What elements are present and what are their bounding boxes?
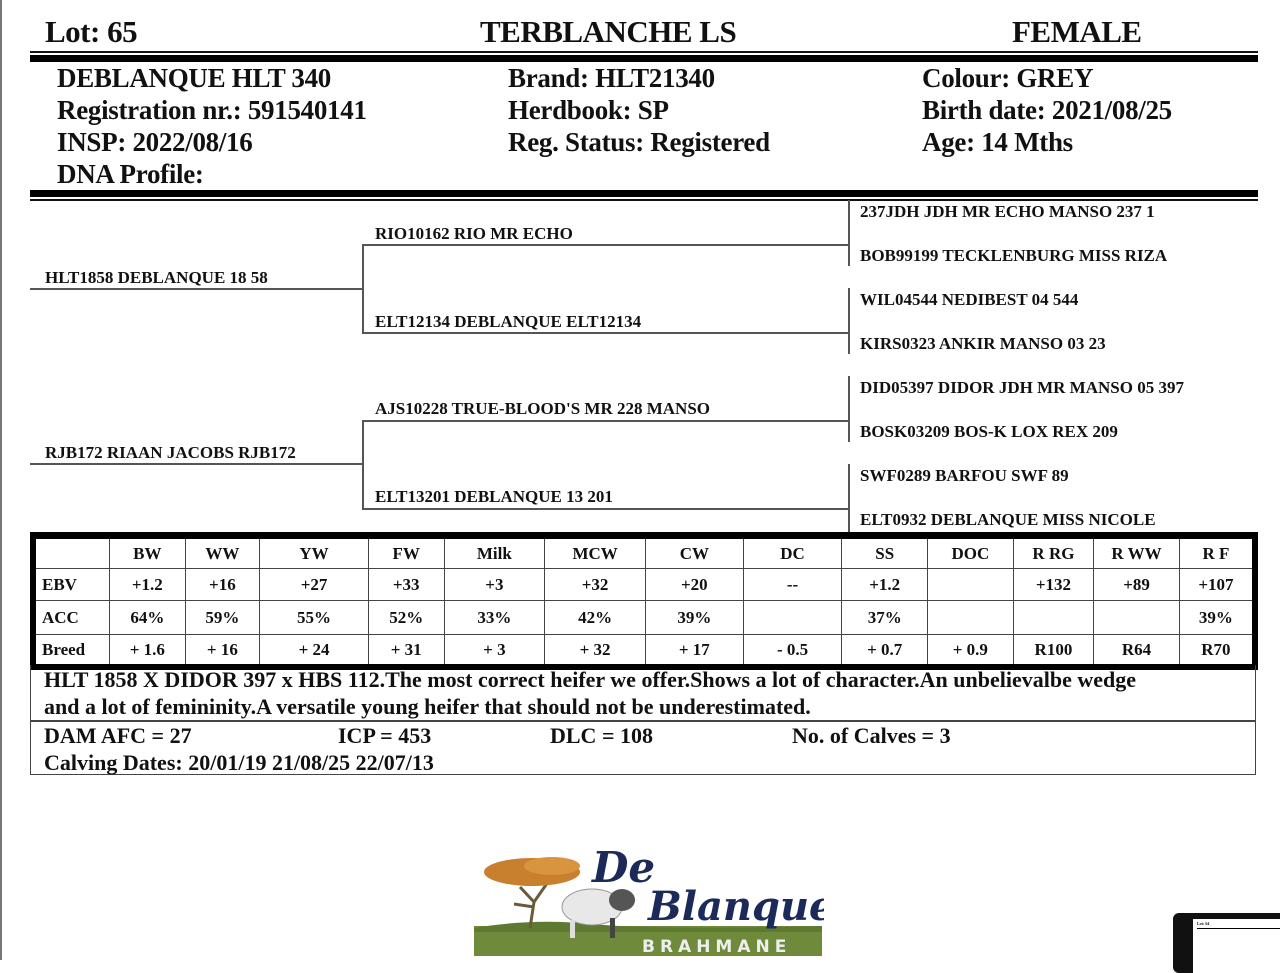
table-cell [743,601,842,635]
table-row-breed [33,635,1255,668]
birth-date: Birth date: 2021/08/25 [922,95,1172,125]
table-cell: + 24 [260,635,369,668]
pedigree-line [848,200,850,266]
comment-line: and a lot of femininity.A versatile young heifer that should not be underestimated. [44,694,811,719]
animal-left [57,62,367,190]
table-cell: 39% [1179,601,1255,635]
table-cell: +89 [1094,569,1180,601]
divider [30,199,1258,201]
divider [30,51,1258,53]
brand: Brand: HLT21340 [508,63,715,93]
pedigree-line [30,288,362,290]
sire-sire: RIO10162 RIO MR ECHO [375,224,573,243]
age: Age: 14 Mths [922,127,1073,157]
animal-mid [508,62,770,158]
pedigree-line [848,376,850,442]
header-cell [33,536,110,569]
logo-text-blanque: Blanque [648,883,824,930]
header-cell: BW [110,536,186,569]
deblanque-logo [472,832,824,958]
table-cell: + 0.7 [842,635,928,668]
table-cell [928,569,1014,601]
row-label: Breed [33,635,110,668]
sex: FEMALE [1012,14,1142,49]
table-cell: + 17 [645,635,743,668]
header-cell: DOC [928,536,1014,569]
table-cell: + 1.6 [110,635,186,668]
table-row-acc [33,601,1255,635]
table-cell [1094,601,1180,635]
table-cell: +32 [545,569,646,601]
animal-right [922,62,1172,158]
table-cell: +1.2 [842,569,928,601]
table-cell: 59% [185,601,260,635]
ancestor: 237JDH JDH MR ECHO MANSO 237 1 [860,202,1155,221]
header-cell: R F [1179,536,1255,569]
header-cell: CW [645,536,743,569]
dna-profile: DNA Profile: [57,159,204,189]
table-cell: +3 [444,569,545,601]
ancestor: BOB99199 TECKLENBURG MISS RIZA [860,246,1168,265]
table-cell: + 16 [185,635,260,668]
herdbook: Herdbook: SP [508,95,669,125]
table-cell: +20 [645,569,743,601]
colour: Colour: GREY [922,63,1094,93]
pedigree-line [848,464,850,532]
pedigree-line [362,332,848,334]
header-cell: SS [842,536,928,569]
table-cell: 33% [444,601,545,635]
divider [30,55,1258,62]
ancestor: KIRS0323 ANKIR MANSO 03 23 [860,334,1106,353]
ancestor: BOSK03209 BOS-K LOX REX 209 [860,422,1118,441]
pedigree-line [362,420,848,422]
dam-afc: DAM AFC = 27 [44,723,192,748]
table-cell: R100 [1013,635,1094,668]
pedigree-line [362,508,848,510]
table-cell: 42% [545,601,646,635]
table-cell: + 3 [444,635,545,668]
table-cell: + 32 [545,635,646,668]
dam-dam: ELT13201 DEBLANQUE 13 201 [375,487,613,506]
comment-box [30,665,1256,721]
table-cell: R70 [1179,635,1255,668]
ancestor: DID05397 DIDOR JDH MR MANSO 05 397 [860,378,1184,397]
table-row-ebv [33,569,1255,601]
logo-graphic [472,832,824,958]
divider [30,190,1258,197]
ancestor: SWF0289 BARFOU SWF 89 [860,466,1069,485]
table-cell: 55% [260,601,369,635]
insp: INSP: 2022/08/16 [57,127,253,157]
table-cell: +27 [260,569,369,601]
header-cell: DC [743,536,842,569]
table-cell: +132 [1013,569,1094,601]
table-cell [1013,601,1094,635]
pedigree-line [362,244,364,332]
header-cell: Milk [444,536,545,569]
table-cell: + 31 [368,635,444,668]
table-cell: 39% [645,601,743,635]
registration: Registration nr.: 591540141 [57,95,367,125]
ebv-table [30,532,1258,670]
table-cell: R64 [1094,635,1180,668]
ancestor: WIL04544 NEDIBEST 04 544 [860,290,1079,309]
sire: HLT1858 DEBLANQUE 18 58 [45,268,268,287]
dlc: DLC = 108 [550,723,653,748]
animal-name: DEBLANQUE HLT 340 [57,63,331,93]
header-cell: MCW [545,536,646,569]
table-cell: +33 [368,569,444,601]
header-cell: YW [260,536,369,569]
table-cell: +1.2 [110,569,186,601]
thumbnail-lot: Lot: 64 [1197,921,1210,926]
logo-text-de: De [592,843,656,892]
page-edge [0,0,2,960]
pedigree-line [30,463,362,465]
reg-status: Reg. Status: Registered [508,127,770,157]
table-cell: 64% [110,601,186,635]
logo-subtitle: BRAHMANE [642,937,792,957]
table-cell: +16 [185,569,260,601]
table-cell [928,601,1014,635]
header-cell: R RG [1013,536,1094,569]
header-cell: R WW [1094,536,1180,569]
row-label: ACC [33,601,110,635]
pedigree-line [362,244,848,246]
icp: ICP = 453 [338,723,432,748]
lot-number: Lot: 65 [45,14,138,49]
table-cell: 52% [368,601,444,635]
table-cell: + 0.9 [928,635,1014,668]
table-cell: - 0.5 [743,635,842,668]
next-page-thumbnail[interactable] [1173,913,1280,973]
seller-name: TERBLANCHE LS [480,14,737,49]
row-label: EBV [33,569,110,601]
dam: RJB172 RIAAN JACOBS RJB172 [45,443,296,462]
pedigree-line [848,288,850,354]
pedigree-line [362,420,364,508]
table-header-row [33,536,1255,569]
dam-stats-box [30,721,1256,775]
table-cell: +107 [1179,569,1255,601]
sire-dam: ELT12134 DEBLANQUE ELT12134 [375,312,642,331]
ancestor: ELT0932 DEBLANQUE MISS NICOLE [860,510,1156,529]
table-cell: 37% [842,601,928,635]
no-of-calves: No. of Calves = 3 [792,723,951,748]
comment-line: HLT 1858 X DIDOR 397 x HBS 112.The most correct heifer we offer.Shows a lot of character.An unbelievalbe wedge [44,667,1136,692]
header-cell: FW [368,536,444,569]
calving-dates: Calving Dates: 20/01/19 21/08/25 22/07/13 [44,750,434,775]
dam-sire: AJS10228 TRUE-BLOOD'S MR 228 MANSO [375,399,710,418]
table-cell: -- [743,569,842,601]
header-cell: WW [185,536,260,569]
